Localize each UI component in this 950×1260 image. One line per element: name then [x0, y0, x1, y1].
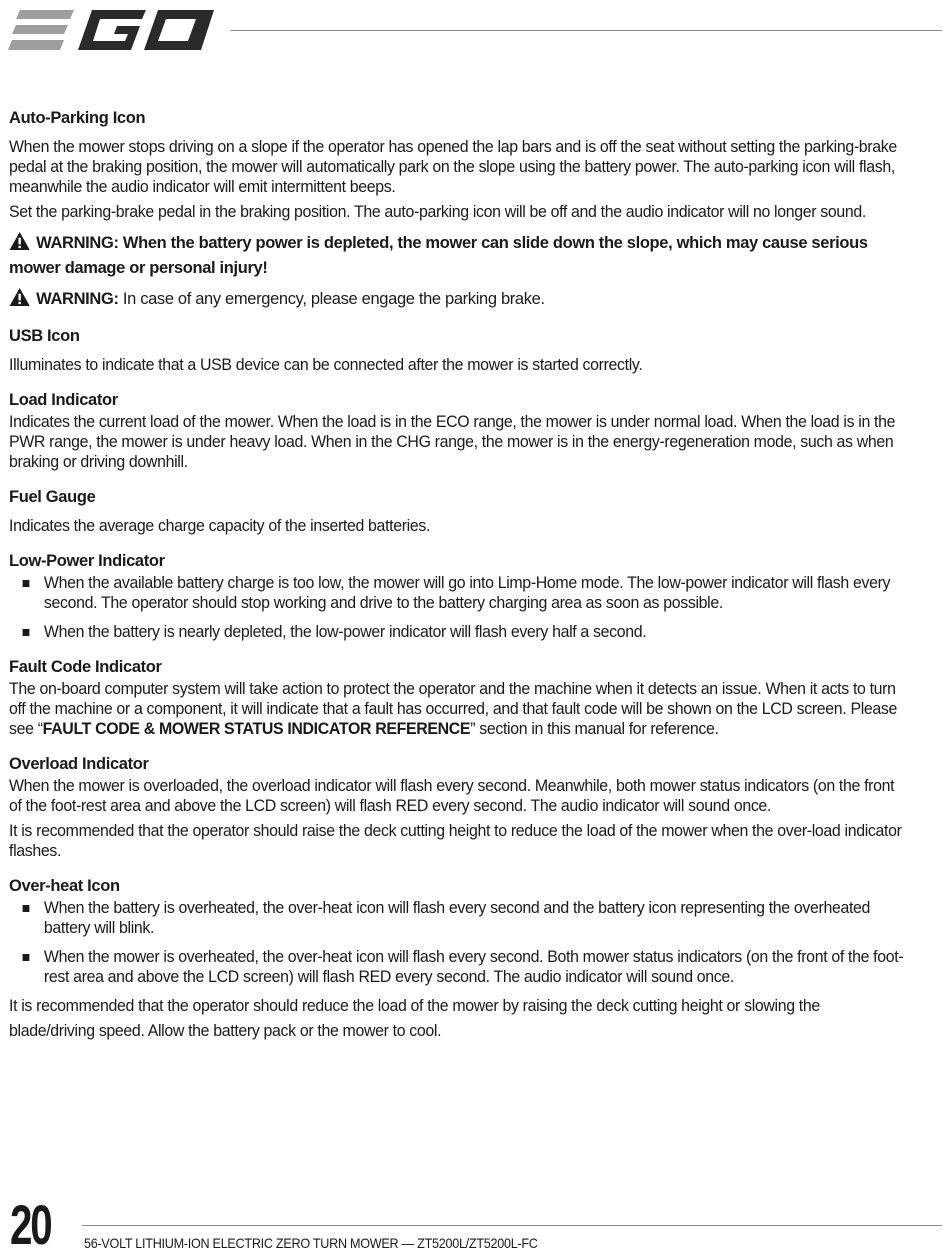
paragraph: Illuminates to indicate that a USB device can be connected after the mower is started correctly. [9, 356, 643, 374]
section-title: Load Indicator [9, 390, 118, 409]
page-number: 20 [10, 1193, 51, 1256]
footer-rule [82, 1225, 942, 1226]
section-fault-code [9, 657, 907, 739]
warning-triangle-icon [9, 232, 30, 250]
paragraph [9, 679, 907, 739]
warning-block [9, 286, 907, 311]
reference-section-name: FAULT CODE & MOWER STATUS INDICATOR REFERENCE [42, 720, 471, 738]
section-title: USB Icon [9, 326, 80, 345]
section-fuel-gauge [9, 487, 907, 536]
section-title: Over-heat Icon [9, 876, 120, 895]
page-footer [0, 1195, 950, 1260]
paragraph: It is recommended that the operator should raise the deck cutting height to reduce the load of the mower when the over-load indicator flashes. [9, 822, 902, 860]
paragraph: Indicates the current load of the mower. When the load is in the ECO range, the mower is under normal load. When the load is in the PWR range, the mower is under heavy load. When in the CHG range, the mower is in the energy-regeneration mode, such as when braking or driving downhill. [9, 413, 896, 471]
section-load [9, 390, 907, 472]
section-title: Fuel Gauge [9, 487, 96, 506]
warning-label: WARNING: [36, 289, 119, 308]
footer-product-title: 56-VOLT LITHIUM-ION ELECTRIC ZERO TURN MOWER — ZT5200L/ZT5200L-FC [84, 1235, 538, 1251]
bullet-list [9, 573, 907, 642]
warning-text: When the battery power is depleted, the mower can slide down the slope, which may cause serious mower damage or personal injury! [9, 233, 868, 277]
section-low-power [9, 551, 907, 642]
section-title: Auto-Parking Icon [9, 108, 146, 127]
paragraph-text: The on-board computer system will take action to protect the operator and the machine when it detects an issue. When it acts to turn off the machine or a component, it will indicate that a fault has occurred, and that fault code will be shown on the LCD screen. Please see “ [9, 680, 898, 738]
page-header [0, 0, 950, 60]
list-item: When the available battery charge is too low, the mower will go into Limp-Home mode. The low-power indicator will flash every second. The operator should stop working and drive to the battery charging area as soon as possible. [9, 573, 907, 613]
list-item: When the battery is overheated, the over-heat icon will flash every second and the battery icon representing the overheated battery will blink. [9, 898, 907, 938]
section-overload [9, 754, 907, 861]
ego-logo [8, 6, 214, 54]
warning-label: WARNING: [36, 233, 119, 252]
list-item: When the battery is nearly depleted, the low-power indicator will flash every half a second. [9, 622, 907, 642]
section-title: Low-Power Indicator [9, 551, 165, 570]
warning-block [9, 230, 907, 280]
section-title: Overload Indicator [9, 754, 149, 773]
page-content [9, 108, 907, 1059]
paragraph: It is recommended that the operator should reduce the load of the mower by raising the deck cutting height or slowing the blade/driving speed. Allow the battery pack or the mower to cool. [9, 997, 820, 1040]
section-over-heat [9, 876, 907, 1044]
section-title: Fault Code Indicator [9, 657, 162, 676]
paragraph: When the mower is overloaded, the overload indicator will flash every second. Meanwhile, both mower status indicators (on the front of the foot-rest area and above the LCD screen) will flash RED every second. The audio indicator will sound once. [9, 777, 895, 815]
header-rule [230, 30, 942, 31]
warning-triangle-icon [9, 288, 30, 306]
warning-text: In case of any emergency, please engage the parking brake. [118, 289, 545, 308]
paragraph: Set the parking-brake pedal in the braking position. The auto-parking icon will be off and the audio indicator will no longer sound. [9, 203, 866, 221]
list-item: When the mower is overheated, the over-heat icon will flash every second. Both mower status indicators (on the front of the foot-rest area and above the LCD screen) will flash RED every second. The audio indicator will sound once. [9, 947, 907, 987]
bullet-list [9, 898, 907, 987]
section-auto-parking [9, 108, 907, 311]
paragraph-text: ” section in this manual for reference. [470, 720, 719, 738]
paragraph: Indicates the average charge capacity of the inserted batteries. [9, 517, 431, 535]
paragraph: When the mower stops driving on a slope if the operator has opened the lap bars and is off the seat without setting the parking-brake pedal at the braking position, the mower will automatically park on the slope using the battery power. The auto-parking icon will flash, meanwhile the audio indicator will emit intermittent beeps. [9, 138, 897, 196]
section-usb [9, 326, 907, 375]
